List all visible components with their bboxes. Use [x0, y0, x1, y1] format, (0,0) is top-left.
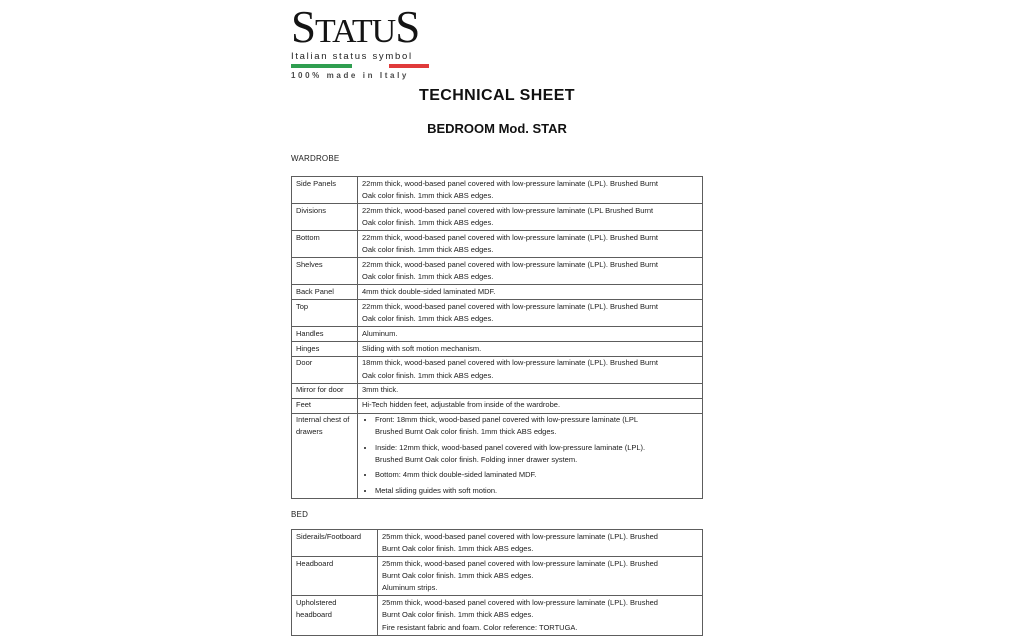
spec-line: Oak color finish. 1mm thick ABS edges.	[362, 217, 494, 227]
section-heading-wardrobe: WARDROBE	[291, 154, 340, 163]
spec-label: Door	[292, 356, 358, 383]
brand-letter-last: S	[395, 2, 420, 52]
bed-spec-table	[291, 529, 703, 636]
spec-label: Side Panels	[292, 177, 358, 204]
spec-line: 22mm thick, wood-based panel covered with low-pressure laminate (LPL). Brushed Burnt	[362, 232, 658, 242]
spec-bullet-item	[375, 414, 698, 439]
table-row	[292, 300, 703, 327]
spec-label: Hinges	[292, 342, 358, 357]
spec-value	[358, 342, 703, 357]
flag-green-segment	[291, 64, 352, 68]
table-row	[292, 285, 703, 300]
spec-line: • Bottom: 4mm thick double-sided laminated MDF.	[375, 470, 537, 480]
table-row	[292, 177, 703, 204]
made-in-italy-text: 100% made in Italy	[291, 70, 409, 80]
spec-label: Upholstered headboard	[292, 596, 378, 635]
spec-label: Bottom	[292, 231, 358, 258]
spec-line: Aluminum.	[362, 328, 398, 338]
spec-line: Oak color finish. 1mm thick ABS edges.	[362, 313, 494, 323]
flag-red-segment	[389, 64, 429, 68]
italian-flag-bar	[291, 64, 429, 68]
spec-value	[358, 177, 703, 204]
spec-line: Sliding with soft motion mechanism.	[362, 343, 482, 353]
spec-value	[358, 285, 703, 300]
spec-value	[378, 557, 703, 596]
spec-line: 3mm thick.	[362, 385, 399, 395]
brand-tagline: Italian status symbol	[291, 51, 413, 62]
spec-line: Oak color finish. 1mm thick ABS edges.	[362, 244, 494, 254]
spec-value	[358, 300, 703, 327]
spec-line: Brushed Burnt Oak color finish. Folding inner drawer system.	[375, 454, 578, 464]
spec-value	[358, 413, 703, 498]
spec-value	[358, 204, 703, 231]
table-row	[292, 258, 703, 285]
brand-name	[291, 2, 429, 52]
spec-line: • Inside: 12mm thick, wood-based panel covered with low-pressure laminate (LPL).	[375, 442, 646, 452]
spec-value	[358, 383, 703, 398]
spec-bullet-item	[375, 485, 698, 497]
table-row	[292, 327, 703, 342]
spec-line: Brushed Burnt Oak color finish. 1mm thick ABS edges.	[375, 427, 557, 437]
spec-value	[378, 530, 703, 557]
table-row	[292, 356, 703, 383]
table-row	[292, 413, 703, 498]
spec-label: Internal chest of drawers	[292, 413, 358, 498]
flag-white-segment	[352, 64, 389, 68]
spec-value	[378, 596, 703, 635]
brand-logo	[291, 2, 429, 80]
spec-value	[358, 231, 703, 258]
spec-line: 22mm thick, wood-based panel covered with low-pressure laminate (LPL Brushed Burnt	[362, 205, 654, 215]
table-row	[292, 530, 703, 557]
spec-value	[358, 356, 703, 383]
spec-value	[358, 398, 703, 413]
spec-line: 25mm thick, wood-based panel covered with low-pressure laminate (LPL). Brushed	[382, 531, 658, 541]
spec-line: 22mm thick, wood-based panel covered with low-pressure laminate (LPL). Brushed Burnt	[362, 259, 658, 269]
spec-line: Oak color finish. 1mm thick ABS edges.	[362, 190, 494, 200]
spec-line: 18mm thick, wood-based panel covered with low-pressure laminate (LPL). Brushed Burnt	[362, 358, 658, 368]
page-subtitle: BEDROOM Mod. STAR	[427, 121, 567, 136]
spec-line: Hi-Tech hidden feet, adjustable from inside of the wardrobe.	[362, 400, 561, 410]
spec-line: 22mm thick, wood-based panel covered with low-pressure laminate (LPL). Brushed Burnt	[362, 178, 658, 188]
spec-line: 4mm thick double-sided laminated MDF.	[362, 286, 496, 296]
spec-label: Divisions	[292, 204, 358, 231]
spec-line: Aluminum strips.	[382, 583, 438, 593]
spec-label: Shelves	[292, 258, 358, 285]
table-row	[292, 342, 703, 357]
spec-line: Oak color finish. 1mm thick ABS edges.	[362, 272, 494, 282]
spec-line: 22mm thick, wood-based panel covered with low-pressure laminate (LPL). Brushed Burnt	[362, 301, 658, 311]
spec-label: Mirror for door	[292, 383, 358, 398]
spec-line: • Metal sliding guides with soft motion.	[375, 485, 498, 495]
spec-line: Burnt Oak color finish. 1mm thick ABS edges.	[382, 610, 534, 620]
spec-label: Top	[292, 300, 358, 327]
wardrobe-spec-table	[291, 176, 703, 499]
spec-bullet-item	[375, 469, 698, 481]
table-row	[292, 231, 703, 258]
spec-label: Siderails/Footboard	[292, 530, 378, 557]
brand-letter-first: S	[291, 2, 316, 52]
spec-bullet-list	[362, 414, 698, 497]
table-row	[292, 204, 703, 231]
spec-line: • Front: 18mm thick, wood-based panel covered with low-pressure laminate (LPL	[375, 415, 639, 425]
table-row	[292, 557, 703, 596]
spec-line: 25mm thick, wood-based panel covered with low-pressure laminate (LPL). Brushed	[382, 558, 658, 568]
brand-letters-middle: TATU	[315, 13, 396, 50]
spec-value	[358, 327, 703, 342]
spec-label: Handles	[292, 327, 358, 342]
spec-bullet-item	[375, 442, 698, 467]
spec-line: Burnt Oak color finish. 1mm thick ABS edges.	[382, 570, 534, 580]
table-row	[292, 383, 703, 398]
table-row	[292, 596, 703, 635]
spec-label: Back Panel	[292, 285, 358, 300]
page-title: TECHNICAL SHEET	[419, 87, 575, 104]
spec-line: Oak color finish. 1mm thick ABS edges.	[362, 370, 494, 380]
spec-line: Fire resistant fabric and foam. Color reference: TORTUGA.	[382, 622, 578, 632]
spec-line: Burnt Oak color finish. 1mm thick ABS edges.	[382, 543, 534, 553]
spec-value	[358, 258, 703, 285]
spec-label: Headboard	[292, 557, 378, 596]
section-heading-bed: BED	[291, 510, 309, 519]
table-row	[292, 398, 703, 413]
spec-line: 25mm thick, wood-based panel covered with low-pressure laminate (LPL). Brushed	[382, 597, 658, 607]
spec-label: Feet	[292, 398, 358, 413]
